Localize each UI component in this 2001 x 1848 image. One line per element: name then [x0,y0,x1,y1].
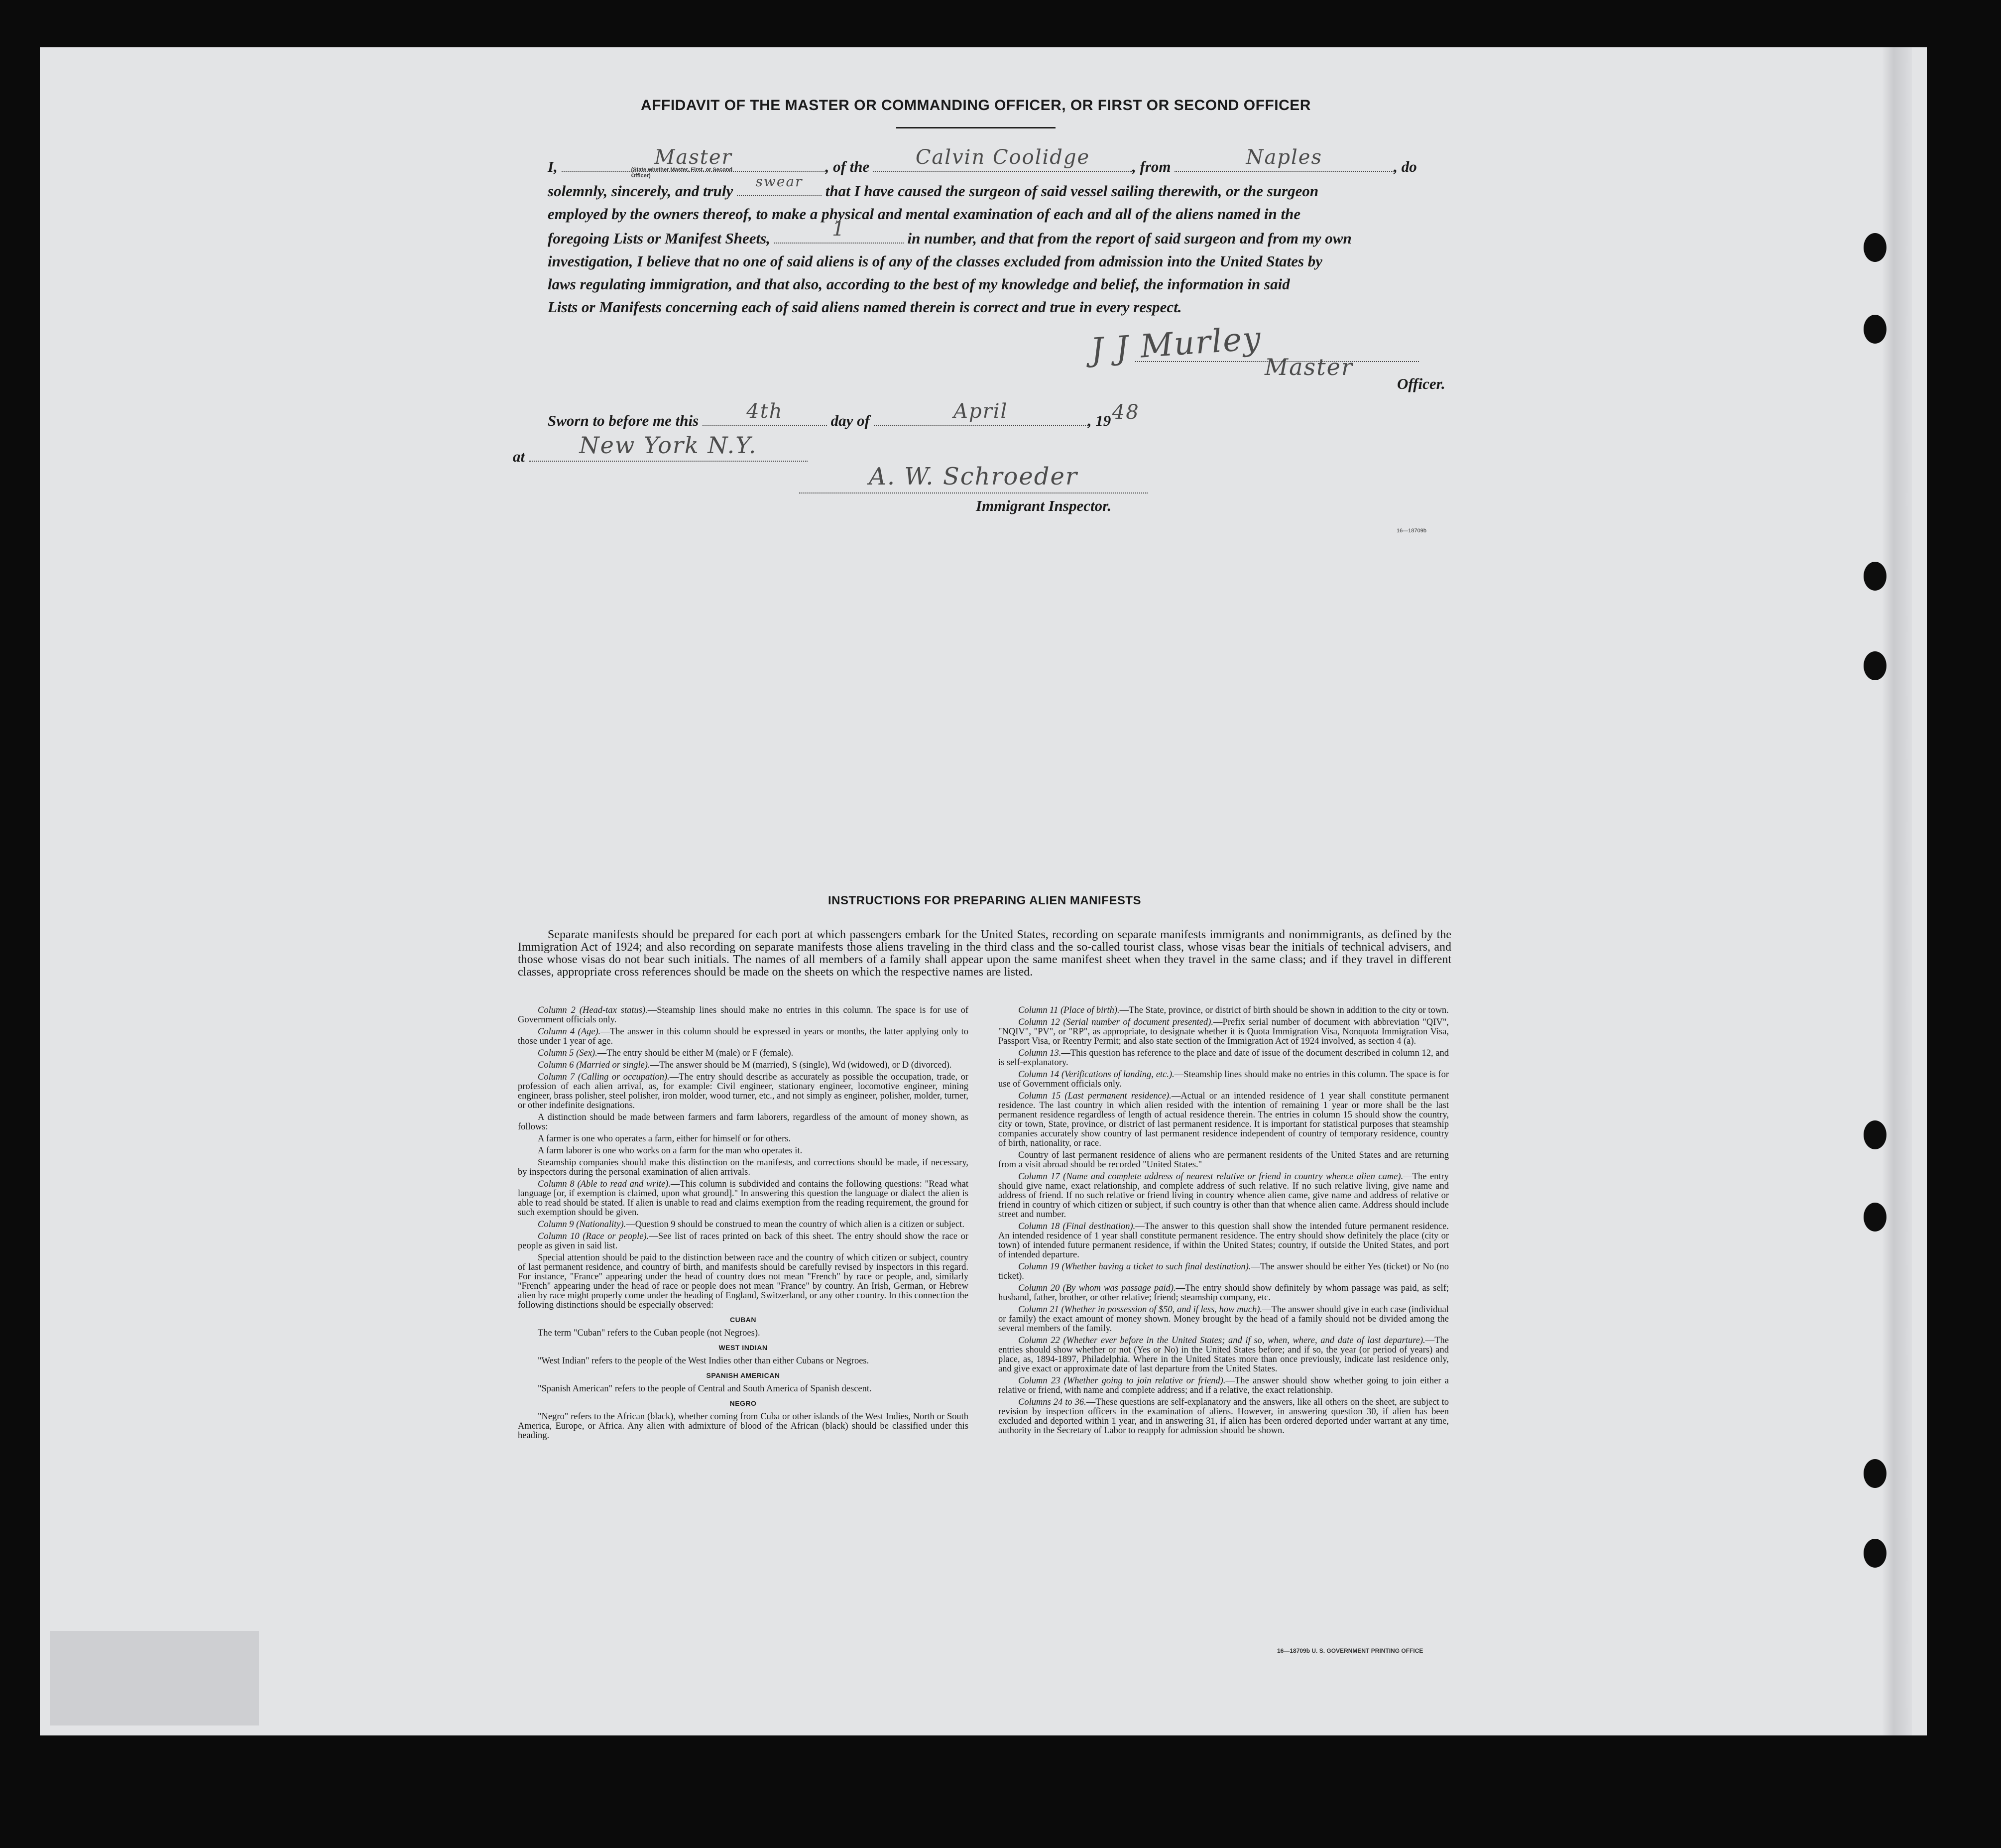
paragraph-text: Country of last permanent residence of aliens who are permanent residents of the United States and are returning from a visit abroad should be recorded "United States." [998,1150,1449,1170]
paragraph-label: Column 15 (Last permanent residence). [1018,1091,1172,1101]
year-field [1111,401,1141,426]
paragraph-text: —These questions are self-explanatory and the answers, like all others on the sheet, are subject to revision by inspection officers in the examination of aliens. However, in answering question 30, if alien has been excluded and deported within 1 year, and in answering 31, if alien has been ordered deported under warrant at any time, authority in the Secretary of Labor to reapply for admission should be shown. [998,1397,1449,1436]
affidavit-line-4 [548,218,1459,250]
swear-field [737,173,822,196]
instruction-paragraph [998,1049,1449,1068]
paragraph-text: —The entry should give name, exact relationship, and complete address of such relative. If no such relative living, give name and address of friend. If no such relative or friend living in country whence alien came, give name and address of relative or friend in country of which citizen or subject, if such country is other than that whence alien came. Address should include street and number. [998,1172,1449,1220]
paragraph-text: A farm laborer is one who works on a farm for the man who operates it. [538,1146,803,1156]
signature-handwriting: J J Murley [1089,320,1263,369]
paragraph-text: A distinction should be made between farmers and farm laborers, regardless of the amount of money shown, as follows: [518,1112,968,1132]
punch-hole [1864,1120,1886,1149]
instruction-paragraph [998,1305,1449,1334]
instruction-paragraph [518,1073,968,1110]
instruction-paragraph [518,1134,968,1144]
day-field [703,400,827,426]
affidavit-title: AFFIDAVIT OF THE MASTER OR COMMANDING OFFICER, OR FIRST OR SECOND OFFICER [641,97,1311,114]
paragraph-label: Columns 24 to 36. [1018,1397,1086,1407]
text-of-the: , of the [825,158,870,175]
instruction-paragraph [518,1049,968,1058]
paragraph-text: —The entry should describe as accurately as possible the occupation, trade, or profession of each alien arrival, as, for example: Civil engineer, stationary engineer, locomotive engineer, mining engineer, brass polisher, steel polisher, iron molder, wood turner, etc., and not simply as engineer, polisher, molder, turner, or other indefinite designations. [518,1072,968,1110]
heading-negro: NEGRO [729,1399,757,1407]
instruction-paragraph [518,1113,968,1132]
officer-label: Officer. [1397,375,1445,392]
vessel-handwriting: Calvin Coolidge [915,146,1090,169]
text-do: , do [1394,158,1417,175]
paragraph-text: —See list of races printed on back of this sheet. The entry should show the race or people as given in said list. [518,1232,968,1251]
worn-corner [50,1631,259,1725]
paragraph-text: —The answer should be M (married), S (single), Wd (widowed), or D (divorced). [650,1060,952,1070]
instruction-paragraph [998,1151,1449,1170]
paragraph-label: Column 18 (Final destination). [1018,1222,1136,1232]
affidavit-line-3: employed by the owners thereof, to make a physical and mental examination of each and all of the aliens named in the [548,205,1301,223]
text-surgeon: that I have caused the surgeon of said vessel sailing therewith, or the surgeon [825,182,1319,200]
paragraph-text: A farmer is one who operates a farm, either for himself or for others. [538,1134,791,1144]
port-handwriting: Naples [1246,146,1322,169]
instruction-paragraph [998,1336,1449,1374]
paragraph-label: Column 5 (Sex). [538,1048,597,1058]
paragraph-label: Column 8 (Able to read and write). [538,1179,671,1189]
instructions-intro: Separate manifests should be prepared for each port at which passengers embark for the United States, recording on separate manifests immigrants and nonimmigrants, as defined by the Immigration Act of 1924; and also recording on separate manifests those aliens traveling in the third class and the so-called tourist class, whose visas bear the initials of technical advisers, and those whose visas do not bear such initials. The names of all members of a family shall appear upon the same manifest sheet when they travel in the same class; and if they travel in different classes, appropriate cross references should be made on the sheets on which the respective names are listed. [518,928,1451,979]
paragraph-text: —The answer in this column should be expressed in years or months, the latter applying only to those under 1 year of age. [518,1027,968,1046]
instruction-paragraph [518,1158,968,1177]
punch-hole [1864,1203,1886,1232]
place-line [513,432,808,466]
text-west-indian: "West Indian" refers to the people of the West Indies other than either Cubans or Negroes. [538,1356,869,1366]
instruction-paragraph [518,1027,968,1046]
title-rule [896,127,1056,128]
paragraph-text: —The entry should be either M (male) or F (female). [597,1048,794,1058]
left-column-items [518,1006,968,1310]
instructions-right-column [998,1006,1449,1438]
paragraph-label: Column 17 (Name and complete address of nearest relative or friend in country whence alien came). [1018,1172,1404,1182]
instruction-paragraph [518,1180,968,1218]
heading-cuban: CUBAN [729,1316,757,1324]
text-sworn: Sworn to before me this [548,412,699,429]
heading-spanish-american: SPANISH AMERICAN [706,1371,780,1379]
text-day-of: day of [830,412,870,429]
vessel-field [873,146,1132,172]
instruction-paragraph [998,1222,1449,1260]
instructions-left-column [518,1006,968,1443]
day-handwriting: 4th [746,400,783,423]
inspector-handwriting: A. W. Schroeder [869,463,1078,491]
count-field [774,218,904,244]
text-in-number: in number, and that from the report of said surgeon and from my own [907,230,1352,247]
year-handwriting: 48 [1112,401,1140,424]
paragraph-label: Column 23 (Whether going to join relative or friend). [1018,1376,1226,1386]
inspector-field [799,463,1148,493]
paragraph-label: Column 20 (By whom was passage paid). [1018,1283,1176,1293]
paragraph-text: —Question 9 should be construed to mean the country of which alien is a citizen or subject. [626,1220,965,1230]
punch-hole [1864,562,1886,591]
paragraph-label: Column 12 (Serial number of document presented). [1018,1017,1214,1027]
paragraph-text: —The answer to this question shall show the intended future permanent residence. An intended residence of 1 year shall constitute permanent residence. The entry should show definitely the place (city or town) of intended future permanent residence, if within the United States; country, if outside the United States, and port of intended departure. [998,1222,1449,1260]
instruction-paragraph [518,1220,968,1230]
affidavit-section [503,97,1449,534]
place-field [529,432,808,462]
text-year-prefix: , 19 [1087,412,1111,429]
punch-hole [1864,1459,1886,1488]
instruction-paragraph [518,1232,968,1251]
swear-handwriting: swear [755,173,803,190]
affidavit-line-7: Lists or Manifests concerning each of said aliens named therein is correct and true in every respect. [548,298,1182,316]
form-number: 16—18709b [1397,528,1426,534]
affidavit-line-5: investigation, I believe that no one of said aliens is of any of the classes excluded from admission into the United States by [548,252,1323,270]
punch-hole [1864,315,1886,344]
instruction-paragraph [998,1070,1449,1089]
sheet-edge [1882,47,1912,1735]
instruction-paragraph [998,1172,1449,1220]
instruction-paragraph [518,1006,968,1025]
paragraph-text: —Prefix serial number of document with abbreviation "QIV", "NQIV", "PV", or "RP", as appropriate, to designate whether it is Quota Immigration Visa, Nonquota Immigration Visa, Passport Visa, or Reentry Permit; and also state section of the Immigration Act of 1924 involved, as section 4 (a). [998,1017,1449,1046]
instruction-paragraph [998,1018,1449,1046]
punch-hole [1864,1539,1886,1568]
paragraph-label: Column 14 (Verifications of landing, etc.). [1018,1070,1175,1080]
text-foregoing: foregoing Lists or Manifest Sheets, [548,230,770,247]
text-cuban: The term "Cuban" refers to the Cuban people (not Negroes). [538,1328,760,1338]
text-i: I, [548,158,558,175]
month-field [874,400,1088,426]
paragraph-text: —The answer should be either Yes (ticket) or No (no ticket). [998,1262,1449,1281]
rank-handwriting: Master [654,146,732,169]
place-handwriting: New York N.Y. [579,432,757,459]
paragraph-text: —The answer should give in each case (individual or family) the exact amount of money shown. Money brought by the head of a family should not be divided among the several members of the family. [998,1305,1449,1334]
text-from: , from [1132,158,1171,175]
instruction-paragraph [998,1398,1449,1436]
affidavit-line-6: laws regulating immigration, and that also, according to the best of my knowledge and belief, the information in said [548,275,1290,293]
paragraph-label: Column 2 (Head-tax status). [538,1005,648,1015]
punch-hole [1864,233,1886,262]
text-solemnly: solemnly, sincerely, and truly [548,182,733,200]
heading-west-indian: WEST INDIAN [718,1344,768,1352]
paragraph-text: —This column is subdivided and contains the following questions: "Read what language [or, if exemption is claimed, upon what ground]." In answering this question the language or dialect the alien is able to read should be stated. If alien is unable to read and claims exemption from the reading requirement, the ground for such exemption should be given. [518,1179,968,1218]
paragraph-text: —This question has reference to the place and date of issue of the document described in column 12, and is self-explanatory. [998,1048,1449,1068]
paragraph-text: —The State, province, or district of birth should be shown in addition to the city or town. [1119,1005,1449,1015]
paragraph-label: Column 11 (Place of birth). [1018,1005,1120,1015]
punch-hole [1864,651,1886,680]
right-column-items [998,1006,1449,1436]
instruction-paragraph [518,1061,968,1070]
paragraph-label: Column 21 (Whether in possession of $50, and if less, how much). [1018,1305,1262,1315]
paragraph-label: Column 4 (Age). [538,1027,601,1037]
text-at: at [513,448,525,465]
affidavit-line-1 [548,146,1459,179]
paragraph-text: Steamship companies should make this distinction on the manifests, and corrections should be made, if necessary, by inspectors during the personal examination of alien arrivals. [518,1158,968,1177]
month-handwriting: April [953,400,1008,423]
paragraph-label: Column 6 (Married or single). [538,1060,650,1070]
paragraph-text: —Steamship lines should make no entries in this column. The space is for use of Government officials only. [518,1005,968,1025]
instruction-paragraph [998,1092,1449,1148]
instruction-paragraph [518,1253,968,1310]
paragraph-label: Column 7 (Calling or occupation). [538,1072,670,1082]
instructions-title: INSTRUCTIONS FOR PREPARING ALIEN MANIFESTS [827,894,1141,907]
rank-field [562,146,825,179]
text-negro: "Negro" refers to the African (black), whether coming from Cuba or other islands of the West Indies, North or South America, Europe, or Africa. Any alien with admixture of blood of the African (black) should be classified under this heading. [518,1412,968,1441]
instruction-paragraph [518,1146,968,1156]
paragraph-text: —Actual or an intended residence of 1 year shall constitute permanent residence. The last country in which alien resided with the intention of remaining 1 year or more shall be the last permanent residence regardless of length of actual residence therein. The entries in column 15 should show the country, city or town, State, province, or district of last permanent residence. It is important for statistical purposes that steamship companies accurately show country of last permanent residence independent of country of temporary residence, country of birth, nationality, or race. [998,1091,1449,1148]
instruction-paragraph [998,1284,1449,1303]
paragraph-label: Column 9 (Nationality). [538,1220,626,1230]
instruction-paragraph [998,1376,1449,1395]
paragraph-text: —The entries should show whether or not (Yes or No) in the United States before; and if so, the year (or period of years) and place, as, 1894-1897, Philadelphia. Where in the United States more than once previously, indicate last residence only, and give exact or approximate date of last departure from the United States. [998,1336,1449,1374]
signature-title-handwriting: Master [1265,354,1353,380]
paragraph-label: Column 22 (Whether ever before in the United States; and if so, when, where, and date of last departure). [1018,1336,1425,1346]
instruction-paragraph [998,1006,1449,1015]
paragraph-label: Column 19 (Whether having a ticket to such final destination). [1018,1262,1251,1272]
printing-office-footer: 16—18709b U. S. GOVERNMENT PRINTING OFFICE [1277,1647,1423,1654]
inspector-label: Immigrant Inspector. [976,497,1112,514]
paragraph-text: —Steamship lines should make no entries in this column. The space is for use of Government officials only. [998,1070,1449,1089]
sworn-line [548,400,1141,430]
paragraph-text: —The answer should show whether going to join either a relative or friend, with name and complete address; and if a relative, the exact relationship. [998,1376,1449,1395]
paragraph-label: Column 10 (Race or people). [538,1232,649,1241]
paragraph-text: Special attention should be paid to the distinction between race and the country of which citizen or subject, country of last permanent residence, and country of birth, and manifests should be carefully revised by inspectors in this regard. For instance, "France" appearing under the head of country does not mean "French" by race or people, and, similarly "French" appearing under the head of race or people does not mean "France" by country. An Irish, German, or Hebrew alien by race might properly come under the heading of England, Switzerland, or any other country. In this connection the following distinctions should be especially observed: [518,1253,968,1310]
paragraph-text: —The entry should show definitely by whom passage was paid, as self; husband, father, brother, or other relative; friend; steamship company, etc. [998,1283,1449,1303]
text-spanish-american: "Spanish American" refers to the people of Central and South America of Spanish descent. [538,1384,872,1394]
instruction-paragraph [998,1262,1449,1281]
count-handwriting: 1 [831,218,846,241]
paragraph-label: Column 13. [1018,1048,1061,1058]
port-field [1175,146,1394,172]
rank-note: (State whether Master, First, or Second Officer) [631,167,733,179]
affidavit-body [548,146,1459,319]
